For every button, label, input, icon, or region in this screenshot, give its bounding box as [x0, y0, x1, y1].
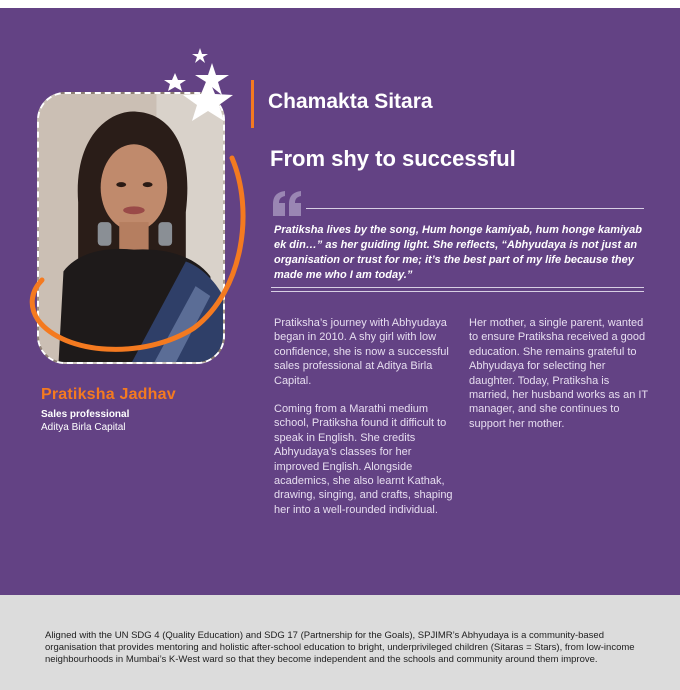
footer-text: Aligned with the UN SDG 4 (Quality Education) and SDG 17 (Partnership for the Goals), SPJIMR’s Abhyudaya is a community-based organisation that provides mentoring and holistic after-school education to bright, underprivileged children (Sitaras = Stars), from low-income neighbourhoods in Mumbai’s K-West ward so that they become independent and the schools and community around them improve. — [45, 630, 635, 666]
portrait-photo — [37, 92, 225, 364]
quote-divider-bottom-2 — [271, 291, 644, 292]
person-company: Aditya Birla Capital — [41, 422, 126, 433]
quote-icon — [271, 190, 303, 216]
page-title: From shy to successful — [270, 146, 516, 171]
pull-quote: Pratiksha lives by the song, Hum honge kamiyab, hum honge kamiyab ek din…” as her guiding light. She reflects, “Abhyudaya is not just an organisation or trust for me; it’s the best part of my life because they made me who I am today.” — [274, 224, 642, 281]
quote-divider-top — [306, 208, 644, 209]
star-icon — [160, 45, 240, 125]
accent-bar — [251, 80, 254, 128]
section-kicker: Chamakta Sitara — [268, 90, 433, 113]
quote-divider-bottom — [271, 287, 644, 288]
body-column-right — [469, 316, 649, 445]
body-paragraph: Pratiksha’s journey with Abhyudaya began in 2010. A shy girl with low confidence, she is now a successful sales professional at Aditya Birla Capital. — [274, 317, 449, 387]
person-role: Sales professional — [41, 409, 130, 420]
body-paragraph: Coming from a Marathi medium school, Pratiksha found it difficult to speak in English. She credits Abhyudaya’s classes for her improved English. Alongside academics, she also learnt Kathak, drawing, singing, and crafts, shaping her into a well-rounded individual. — [274, 403, 453, 516]
body-paragraph: Her mother, a single parent, wanted to ensure Pratiksha received a good education. She remains grateful to Abhyudaya for selecting her daughter. Today, Pratiksha is married, her husband works as an IT manager, and she continues to support her mother. — [469, 317, 648, 430]
body-column-left — [274, 316, 454, 531]
person-name: Pratiksha Jadhav — [41, 386, 176, 403]
